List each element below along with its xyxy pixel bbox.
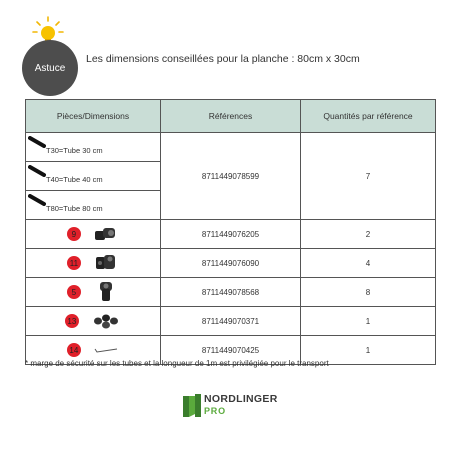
quantity-cell: 4 bbox=[301, 249, 436, 278]
reference-cell: 8711449078568 bbox=[161, 278, 301, 307]
piece-cell bbox=[26, 278, 161, 307]
brand-name: NORDLINGER bbox=[204, 393, 278, 405]
tube-label: T80=Tube 80 cm bbox=[46, 203, 103, 213]
tube-icon bbox=[28, 194, 46, 206]
cross-connector-icon bbox=[93, 253, 119, 273]
footnote: * marge de sécurité sur les tubes et la longueur de 1m est privilégiée pour le transport bbox=[25, 359, 329, 368]
reference-cell: 8711449070371 bbox=[161, 307, 301, 336]
part-number-badge: 9 bbox=[67, 227, 81, 241]
quantity-cell: 7 bbox=[301, 133, 436, 220]
tube-row bbox=[26, 133, 160, 161]
piece-cell bbox=[26, 249, 161, 278]
reference-cell: 8711449078599 bbox=[161, 133, 301, 220]
quantity-cell: 1 bbox=[301, 336, 436, 365]
header-references: Références bbox=[161, 100, 301, 133]
part-number-badge: 13 bbox=[65, 314, 79, 328]
reference-cell: 8711449070425 bbox=[161, 336, 301, 365]
header-pieces: Pièces/Dimensions bbox=[26, 100, 161, 133]
tip-badge bbox=[22, 40, 78, 96]
table-row bbox=[26, 220, 436, 249]
tube-group-cell bbox=[26, 133, 161, 220]
brand-sub: PRO bbox=[204, 406, 226, 416]
brand-logo bbox=[182, 390, 282, 420]
tube-row bbox=[26, 190, 160, 219]
allen-key-icon bbox=[93, 345, 119, 355]
piece-cell bbox=[26, 307, 161, 336]
reference-cell: 8711449076090 bbox=[161, 249, 301, 278]
elbow-connector-icon bbox=[93, 225, 119, 243]
table-row bbox=[26, 278, 436, 307]
quantity-cell: 2 bbox=[301, 220, 436, 249]
parts-table bbox=[25, 99, 436, 365]
quantity-cell: 1 bbox=[301, 307, 436, 336]
table-row bbox=[26, 249, 436, 278]
part-number-badge: 14 bbox=[67, 343, 81, 357]
part-number-badge: 11 bbox=[67, 256, 81, 270]
tube-icon bbox=[28, 136, 46, 148]
table-header-row bbox=[26, 100, 436, 133]
quantity-cell: 8 bbox=[301, 278, 436, 307]
table-row bbox=[26, 307, 436, 336]
reference-cell: 8711449076205 bbox=[161, 220, 301, 249]
tube-label: T30=Tube 30 cm bbox=[46, 145, 103, 155]
table-row bbox=[26, 133, 436, 220]
header-quantities: Quantités par référence bbox=[301, 100, 436, 133]
tube-row bbox=[26, 161, 160, 190]
piece-cell bbox=[26, 220, 161, 249]
tee-connector-icon bbox=[93, 281, 119, 303]
part-number-badge: 5 bbox=[67, 285, 81, 299]
end-caps-icon bbox=[91, 312, 121, 330]
tip-badge-label: Astuce bbox=[34, 62, 66, 74]
nordlinger-logo-icon bbox=[182, 392, 202, 418]
tip-text: Les dimensions conseillées pour la planche : 80cm x 30cm bbox=[86, 53, 360, 65]
tube-icon bbox=[28, 165, 46, 177]
tube-label: T40=Tube 40 cm bbox=[46, 174, 103, 184]
